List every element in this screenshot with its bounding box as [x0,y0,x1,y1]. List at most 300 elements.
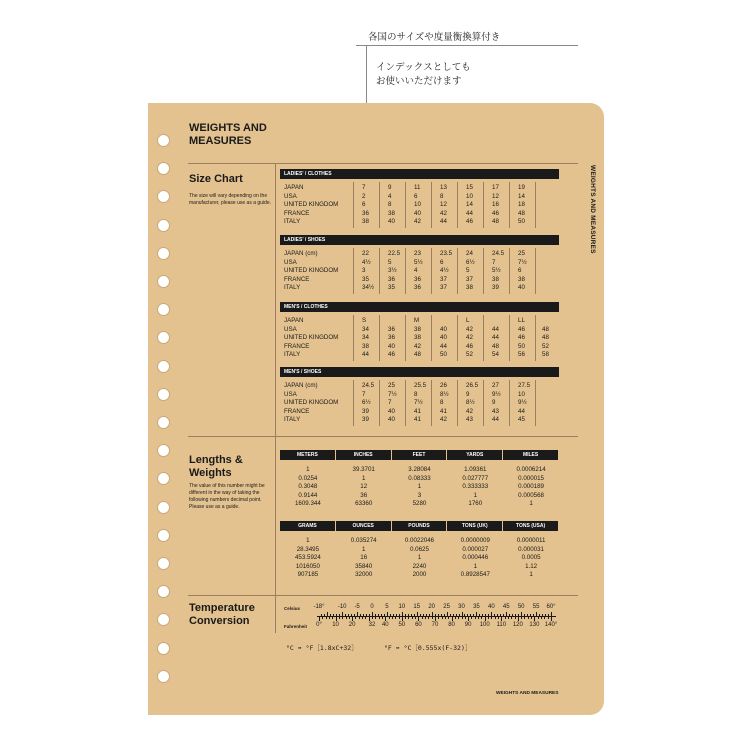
fahrenheit-tick [422,617,423,619]
fahrenheit-tick [485,617,486,621]
fahrenheit-tick [531,617,532,619]
document-title-line1: WEIGHTS AND [189,122,267,134]
size-table [280,248,559,294]
fahrenheit-tick [515,617,516,619]
size-cell: 40 [440,325,447,333]
fahrenheit-tick [495,617,496,619]
celsius-tick-label: 55 [532,604,540,610]
size-row [280,351,559,360]
celsius-tick-label: 50 [517,604,525,610]
fahrenheit-tick-label: 120 [512,622,523,628]
celsius-tick [336,614,337,616]
size-cell: 14 [466,201,473,208]
size-cell: 22 [362,250,369,257]
celsius-tick [524,614,525,616]
size-cell: 6 [414,192,418,200]
size-cell: 12 [492,192,499,200]
celsius-tick-label: 15 [413,604,421,610]
size-cell: 44 [492,334,499,341]
size-cell: 38 [414,334,421,341]
fahrenheit-tick [425,617,426,619]
size-cell: 3½ [388,267,397,274]
fahrenheit-tick [405,617,406,619]
celsius-tick [375,614,376,616]
size-cell: 42 [440,416,447,423]
size-cell: 5½ [492,267,501,274]
fahrenheit-tick [471,617,472,619]
size-cell: 7½ [518,258,527,266]
table-cell: 16 [360,554,368,561]
celsius-tick [393,614,394,616]
size-row [280,408,559,417]
celsius-tick [459,614,460,616]
celsius-tick [509,614,510,616]
celsius-tick [503,614,504,616]
fahrenheit-tick [349,617,350,619]
celsius-tick [518,614,519,616]
column-header: FEET [392,450,447,460]
table-cell: 0.0005 [521,554,541,561]
size-cell: 50 [518,218,525,225]
fahrenheit-tick [322,617,323,619]
size-row [280,184,559,193]
size-cell: 7½ [388,390,397,398]
celsius-tick [324,614,325,616]
celsius-tick [372,612,373,616]
size-chart-title: Size Chart [189,173,243,185]
table-cell: 36 [360,491,368,499]
celsius-tick [333,614,334,616]
size-row-label: FRANCE [284,342,310,350]
binder-hole [157,557,170,570]
binder-hole [157,219,170,232]
table-cell: 0.000027 [462,545,489,553]
celsius-tick [551,612,552,616]
size-cell: 4½ [440,267,449,274]
table-cell: 0.0000011 [516,537,546,544]
size-cell: 15 [466,184,473,191]
size-row [280,276,559,285]
celsius-label: Celsius [284,606,301,611]
size-cell: 7 [492,258,496,266]
table-row [280,475,559,484]
celsius-tick [432,612,433,616]
celsius-tick-label: -10 [337,604,347,610]
column-header: POUNDS [392,521,447,531]
binder-hole [157,472,170,485]
celsius-tick [426,614,427,616]
fahrenheit-tick-label: 60 [415,622,422,628]
table-cell: 32000 [355,571,373,578]
size-cell: 36 [362,209,369,217]
fahrenheit-tick [548,617,549,619]
size-cell: 6½ [466,258,475,266]
size-cell: 50 [440,351,447,358]
table-cell: 12 [360,483,368,490]
size-cell: 25 [518,250,525,257]
callout-bottom-text [376,61,471,89]
table-cell: 0.0000009 [460,537,490,544]
size-cell: 42 [466,325,473,333]
table-cell: 0.000189 [518,483,544,490]
size-cell: 42 [466,334,473,341]
size-cell: 52 [542,342,549,350]
table-row [280,500,559,509]
table-row [280,563,559,572]
size-cell: 39 [362,416,369,423]
size-cell: 9 [466,390,470,398]
size-cell: 43 [466,416,473,423]
celsius-tick [482,614,483,616]
size-row-label: FRANCE [284,209,310,217]
celsius-tick [369,614,370,616]
fahrenheit-tick-label: 0° [316,622,322,628]
size-cell: 42 [414,218,421,225]
size-cell: 36 [388,275,395,283]
celsius-tick [447,612,448,616]
size-cell: 45 [518,416,525,423]
size-cell: 24.5 [362,382,375,389]
fahrenheit-tick [501,617,502,621]
table-cell: 1 [417,554,422,561]
table-cell: 0.3048 [298,483,318,490]
fahrenheit-tick [359,617,360,619]
table-cell: 3.28084 [408,466,431,473]
table-cell: 1 [306,466,310,473]
size-cell: S [362,317,367,324]
celsius-tick [384,614,385,616]
size-table [280,315,559,361]
fahrenheit-tick [524,617,525,619]
binder-hole [157,670,170,683]
fahrenheit-tick [435,617,436,621]
size-cell: 43 [492,407,499,415]
fahrenheit-tick [432,617,433,619]
fahrenheit-tick [332,617,333,619]
fahrenheit-tick [488,617,489,619]
celsius-tick [521,612,522,616]
celsius-tick [456,614,457,616]
binder-hole [157,388,170,401]
size-cell: LL [518,317,525,324]
table-cell: 39.3701 [352,466,375,473]
size-cell: 11 [414,184,421,191]
table-cell: 1609.344 [294,500,321,507]
celsius-tick [321,614,322,616]
column-header: INCHES [336,450,391,460]
size-cell: 41 [440,407,447,415]
binder-hole [157,416,170,429]
binder-hole [157,529,170,542]
lengths-weights-title-line2: Weights [189,467,232,479]
celsius-tick-label: 5 [385,604,389,610]
fahrenheit-tick [326,617,327,619]
fahrenheit-tick [336,617,337,621]
size-table-heading: MEN'S / SHOES [280,367,559,377]
size-cell: 56 [518,351,525,358]
size-row [280,326,559,335]
size-cell: 34 [362,325,369,333]
size-cell: 58 [542,351,549,358]
fahrenheit-tick [538,617,539,619]
size-cell: 35 [362,275,369,283]
table-cell: 0.027777 [462,474,489,482]
temperature-title-line2: Conversion [189,615,250,627]
celsius-tick [450,614,451,616]
size-cell: 9 [388,184,392,191]
fahrenheit-tick [428,617,429,619]
size-cell: 10 [466,192,473,200]
size-cell: 22.5 [388,250,401,257]
size-cell: 5 [466,267,470,274]
table-row [280,537,559,546]
table-header [280,450,559,460]
size-cell: 46 [492,209,499,217]
celsius-tick-label: 25 [443,604,450,610]
binder-hole [157,190,170,203]
size-cell: 25 [388,382,395,389]
fahrenheit-tick [508,617,509,619]
size-cell: 48 [414,351,421,358]
celsius-tick [360,614,361,616]
table-cell: 28.3495 [296,545,320,553]
fahrenheit-tick [355,617,356,619]
size-row [280,250,559,259]
size-cell: 8 [414,390,418,398]
size-table-heading: LADIES' / SHOES [280,235,559,245]
table-cell: 1.09361 [464,466,487,473]
celsius-tick [497,614,498,616]
size-cell: 38 [362,342,369,350]
fahrenheit-tick-label: 140° [544,622,558,628]
divider [188,595,578,596]
lengths-weights-note: The value of this number might be different in the way of taking the following numbers decimal point. Please use as a guide. [189,483,265,510]
size-cell: 36 [414,275,421,283]
size-cell: 24 [466,250,473,257]
size-row-label: UNITED KINGDOM [284,267,339,274]
celsius-tick [429,614,430,616]
size-cell: 9½ [518,399,527,406]
size-cell: 4½ [362,258,371,266]
callout-bottom-line2: お使いいただけます [376,76,462,87]
fahrenheit-tick [369,617,370,621]
celsius-tick [462,612,463,616]
celsius-tick [423,614,424,616]
size-row-label: FRANCE [284,407,310,415]
size-cell: 48 [518,209,525,217]
size-cell: 8 [388,201,392,208]
callout-top-text: 各国のサイズや度量衡換算付き [368,32,501,43]
table-cell: 0.000446 [462,554,489,561]
size-cell: 52 [466,351,473,358]
size-cell: 46 [388,351,395,358]
size-chart-note: The size will vary depending on the manufacturer, please use as a guide. [189,193,271,206]
fahrenheit-tick [544,617,545,619]
celsius-tick-label: -18° [313,604,325,610]
fahrenheit-tick [534,617,535,621]
size-cell: 48 [492,218,499,225]
fahrenheit-tick [551,617,552,621]
size-cell: 37 [440,275,447,283]
table-row [280,466,559,475]
table-cell: 2000 [412,571,427,578]
fahrenheit-label: Fahrenheit [284,624,308,629]
celsius-tick [417,612,418,616]
celsius-tick [542,614,543,616]
size-cell: 46 [466,218,473,225]
celsius-tick-label: 0 [370,604,374,610]
footer-title: WEIGHTS AND MEASURES [496,691,559,696]
size-cell: 44 [466,209,473,217]
size-cell: 42 [440,209,447,217]
size-row-label: UNITED KINGDOM [284,334,339,341]
binder-hole [157,642,170,655]
size-cell: 27 [492,382,499,389]
size-cell: 7 [362,184,366,191]
celsius-tick [444,614,445,616]
size-cell: 23.5 [440,250,453,257]
size-cell: 9 [492,399,496,406]
fahrenheit-tick-label: 20 [348,622,356,628]
fahrenheit-tick [408,617,409,619]
size-cell: 44 [492,325,499,333]
column-header: GRAMS [280,521,335,531]
table-cell: 0.333333 [462,483,489,490]
fahrenheit-tick [379,617,380,619]
document-title [189,122,309,148]
size-cell: 42 [414,342,421,350]
size-cell: 8 [440,192,444,200]
table-cell: 1 [529,571,533,578]
fahrenheit-tick [342,617,343,619]
celsius-tick [381,614,382,616]
fahrenheit-tick [372,617,373,619]
fahrenheit-tick [402,617,403,621]
celsius-tick [378,614,379,616]
size-cell: 8 [440,399,444,406]
celsius-tick [545,614,546,616]
fahrenheit-tick [399,617,400,619]
celsius-tick [390,614,391,616]
size-cell: 16 [492,201,499,208]
size-cell: 3 [362,267,366,274]
table-cell: 0.000015 [518,474,544,482]
size-cell: 40 [388,342,395,350]
size-cell: 5½ [414,258,423,266]
celsius-tick [470,614,471,616]
celsius-tick [488,614,489,616]
table-cell: 1016050 [295,562,320,570]
lengths-weights-title-line1: Lengths & [189,454,243,466]
callout-rule [356,45,578,46]
size-row [280,391,559,400]
size-cell: 40 [518,284,525,291]
fahrenheit-tick [511,617,512,619]
size-cell: 41 [414,407,421,415]
size-cell: 9½ [492,390,501,398]
size-row-label: JAPAN [284,317,304,324]
table-row [280,492,559,501]
table-cell: 0.0022046 [404,537,435,544]
binder-hole [157,162,170,175]
size-cell: 37 [466,275,473,283]
fahrenheit-tick-label: 40 [381,622,389,628]
size-cell: 8½ [440,390,449,398]
size-cell: 10 [518,390,525,398]
fahrenheit-tick [458,617,459,619]
size-cell: 36 [414,284,421,291]
column-header: TONS (UK) [447,521,502,531]
size-cell: 38 [492,275,499,283]
size-row-label: ITALY [284,218,301,225]
table-cell: 0.000568 [518,491,544,499]
size-cell: 25.5 [414,382,427,389]
fahrenheit-tick [392,617,393,619]
size-cell: 41 [414,416,421,423]
celsius-tick [500,614,501,616]
celsius-tick [467,614,468,616]
size-row-label: JAPAN (cm) [284,382,318,389]
size-row-label: ITALY [284,284,301,291]
size-row [280,259,559,268]
table-cell: 1 [529,500,533,507]
formula-f-to-c: °F ➡ °C［0.555x(F-32)］ [384,644,472,652]
size-table [280,380,559,426]
size-cell: 42 [466,407,473,415]
callout-bottom-line1: インデックスとしても [376,62,471,73]
fahrenheit-tick [448,617,449,619]
table-header [280,521,559,531]
table-cell: 0.0254 [298,474,318,482]
size-cell: 6 [440,258,444,266]
size-cell: L [466,317,470,324]
size-cell: 10 [414,201,421,208]
celsius-tick [464,614,465,616]
fahrenheit-tick-label: 100 [479,622,490,628]
table-cell: 907185 [297,571,319,578]
size-cell: 36 [388,325,395,333]
fahrenheit-tick [362,617,363,619]
fahrenheit-tick [528,617,529,619]
size-cell: 26.5 [466,382,479,389]
table-cell: 3 [417,491,422,499]
celsius-tick [479,614,480,616]
table-cell: 1 [417,483,422,490]
size-cell: 37 [440,284,447,291]
size-cell: 5 [388,258,392,266]
binder-hole [157,303,170,316]
table-cell: 1 [361,545,366,553]
size-row [280,201,559,210]
fahrenheit-tick [389,617,390,619]
table-cell: 0.000031 [518,545,544,553]
celsius-tick [441,614,442,616]
size-cell: 6 [362,201,366,208]
fahrenheit-tick [445,617,446,619]
column-header: YARDS [447,450,502,460]
table-cell: 1 [306,537,310,544]
size-row [280,284,559,293]
table-cell: 1 [473,562,478,570]
size-table-heading: LADIES' / CLOTHES [280,169,559,179]
size-row-label: JAPAN [284,184,304,191]
celsius-tick [330,614,331,616]
size-row [280,416,559,425]
table-cell: 453.5924 [294,554,321,561]
celsius-tick-label: 40 [487,604,495,610]
fahrenheit-tick-label: 130 [529,622,540,628]
fahrenheit-tick [346,617,347,619]
